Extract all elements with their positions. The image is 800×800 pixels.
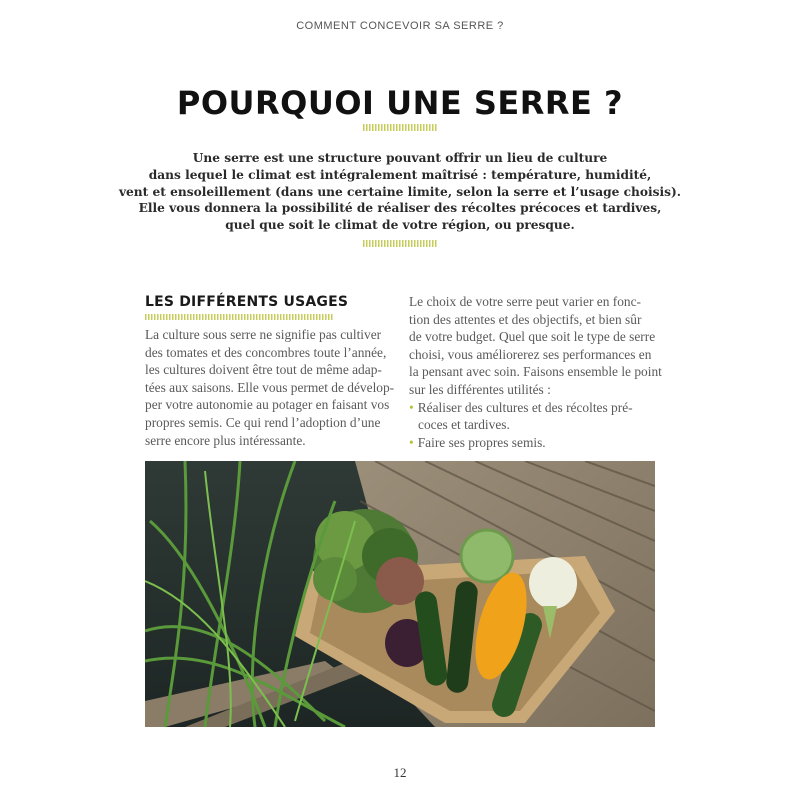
- text-line: Le choix de votre serre peut varier en fonc-: [409, 294, 641, 309]
- text-line: propres semis. Ce qui rend l’adoption d’une: [145, 414, 381, 430]
- text-line: choisi, vous améliorerez ses performances en: [409, 346, 652, 362]
- text-line: de votre budget. Quel que soit le type de serre: [409, 329, 656, 345]
- text-line: tion des attentes et des objectifs, et bien sûr: [409, 311, 642, 327]
- left-column-text: [145, 326, 395, 449]
- photo-illustration: [145, 461, 655, 727]
- running-header: COMMENT CONCEVOIR SA SERRE ?: [296, 20, 504, 32]
- intro-line: quel que soit le climat de votre région, ou presque.: [225, 218, 575, 233]
- bullet-text: coces et tardives.: [418, 417, 510, 433]
- text-line: tées aux saisons. Elle vous permet de dévelop-: [145, 379, 395, 395]
- bullet-dot-icon: •: [409, 434, 414, 450]
- title-underline: [363, 124, 437, 131]
- vegetable-crate-photo: [145, 461, 655, 727]
- intro-line: vent et ensoleillement (dans une certaine limite, selon la serre et l’usage choisis).: [118, 184, 682, 199]
- section-heading: LES DIFFÉRENTS USAGES: [145, 294, 349, 310]
- intro-line: Une serre est une structure pouvant offrir un lieu de culture: [192, 151, 608, 165]
- page-number: 12: [393, 765, 407, 780]
- intro-divider: [363, 240, 437, 247]
- bullet-dot-icon: •: [409, 399, 414, 415]
- intro-line: Elle vous donnera la possibilité de réaliser des récoltes précoces et tardives,: [138, 201, 662, 216]
- text-line: la pensant avec soin. Faisons ensemble le point: [409, 364, 662, 380]
- text-line: La culture sous serre ne signifie pas cultiver: [145, 327, 382, 342]
- bullet-continuation: [409, 416, 656, 434]
- page-title: POURQUOI UNE SERRE ?: [176, 84, 624, 122]
- bullet-item: [409, 434, 656, 452]
- text-line: serre encore plus intéressante.: [145, 432, 306, 448]
- bullet-text: Faire ses propres semis.: [417, 434, 546, 450]
- bullet-text: Réaliser des cultures et des récoltes pré-: [417, 399, 633, 415]
- text-line: per votre autonomie au potager en faisant vos: [145, 397, 390, 413]
- text-line: les cultures doivent être tout de même adap-: [145, 362, 382, 378]
- intro-line: dans lequel le climat est intégralement maîtrisé : température, humidité,: [148, 167, 652, 182]
- text-line: des tomates et des concombres toute l’année,: [145, 344, 387, 360]
- bullet-item: [409, 399, 656, 417]
- right-column-text: [409, 293, 662, 451]
- section-heading-underline: [145, 314, 333, 320]
- intro-paragraph: [0, 150, 800, 234]
- text-line: sur les différentes utilités :: [409, 381, 551, 397]
